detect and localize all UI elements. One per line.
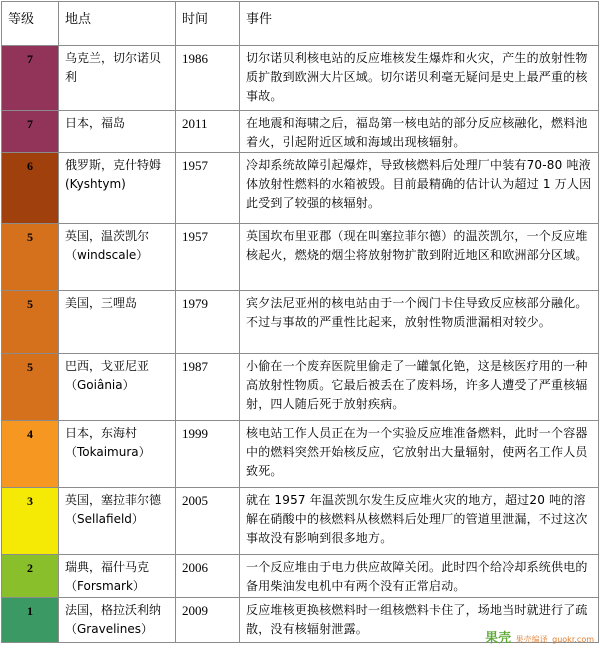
level-cell: 4 <box>2 421 59 488</box>
level-cell: 5 <box>2 291 59 354</box>
watermark-main: 果壳 <box>485 631 512 646</box>
guokr-watermark <box>485 627 594 646</box>
event-cell: 反应堆核更换核燃料时一组核燃料卡住了，场地当时就进行了疏散，没有核辐射泄露。 <box>240 598 599 643</box>
level-cell: 5 <box>2 354 59 421</box>
header-time: 时间 <box>176 2 240 46</box>
event-cell: 就在 1957 年温茨凯尔发生反应堆火灾的地方，超过20 吨的溶解在硝酸中的核燃料从核燃料后处理厂的管道里泄漏，不过这次事故没有影响到很多地方。 <box>240 488 599 555</box>
level-cell: 7 <box>2 46 59 111</box>
table-row <box>2 421 599 488</box>
event-cell: 核电站工作人员正在为一个实验反应堆准备燃料，此时一个容器中的燃料突然开始核反应，它放射出大量辐射，使两名工作人员致死。 <box>240 421 599 488</box>
level-cell: 2 <box>2 555 59 598</box>
place-cell: 英国，温茨凯尔（windscale） <box>59 224 176 291</box>
event-cell: 在地震和海啸之后，福岛第一核电站的部分反应核融化，燃料池着火，引起附近区域和海域出现核辐射。 <box>240 111 599 153</box>
nuclear-accidents-table <box>1 1 599 643</box>
event-cell: 切尔诺贝利核电站的反应堆核发生爆炸和火灾，产生的放射性物质扩散到欧洲大片区域。切尔诺贝利毫无疑问是史上最严重的核事故。 <box>240 46 599 111</box>
year-cell: 2005 <box>176 488 240 555</box>
place-cell: 瑞典，福什马克（Forsmark） <box>59 555 176 598</box>
place-cell: 英国，塞拉菲尔德（Sellafield） <box>59 488 176 555</box>
table-row <box>2 224 599 291</box>
level-cell: 6 <box>2 153 59 224</box>
event-cell: 宾夕法尼亚州的核电站由于一个阀门卡住导致反应核部分融化。不过与事故的严重性比起来，放射性物质泄漏相对较少。 <box>240 291 599 354</box>
header-row <box>2 2 599 46</box>
year-cell: 2009 <box>176 598 240 643</box>
table-row <box>2 555 599 598</box>
table-row <box>2 354 599 421</box>
year-cell: 1979 <box>176 291 240 354</box>
place-cell: 法国，格拉沃利纳（Gravelines） <box>59 598 176 643</box>
year-cell: 2011 <box>176 111 240 153</box>
header-place: 地点 <box>59 2 176 46</box>
place-cell: 日本，东海村（Tokaimura） <box>59 421 176 488</box>
year-cell: 2006 <box>176 555 240 598</box>
year-cell: 1957 <box>176 153 240 224</box>
header-level: 等级 <box>2 2 59 46</box>
event-cell: 一个反应堆由于电力供应故障关闭。此时四个给冷却系统供电的备用柴油发电机中有两个没有正常启动。 <box>240 555 599 598</box>
place-cell: 日本，福岛 <box>59 111 176 153</box>
level-cell: 3 <box>2 488 59 555</box>
year-cell: 1987 <box>176 354 240 421</box>
level-cell: 1 <box>2 598 59 643</box>
event-cell: 英国坎布里亚郡（现在叫塞拉菲尔德）的温茨凯尔，一个反应堆核起火，燃烧的烟尘将放射物扩散到附近地区和欧洲部分区域。 <box>240 224 599 291</box>
table-row <box>2 111 599 153</box>
year-cell: 1957 <box>176 224 240 291</box>
place-cell: 俄罗斯，克什特姆(Kyshtym) <box>59 153 176 224</box>
event-cell: 小偷在一个废弃医院里偷走了一罐氯化铯，这是核医疗用的一种高放射性物质。它最后被丢在了废料场，许多人遭受了严重核辐射，四人随后死于放射疾病。 <box>240 354 599 421</box>
watermark-url: guokr.com <box>552 635 594 644</box>
table-row <box>2 488 599 555</box>
event-cell: 冷却系统故障引起爆炸，导致核燃料后处理厂中装有70-80 吨液体放射性燃料的水箱被毁。目前最精确的估计认为超过 1 万人因此受到了较强的核辐射。 <box>240 153 599 224</box>
table-row <box>2 291 599 354</box>
place-cell: 美国，三哩岛 <box>59 291 176 354</box>
table-row <box>2 46 599 111</box>
year-cell: 1999 <box>176 421 240 488</box>
table-row <box>2 153 599 224</box>
place-cell: 乌克兰，切尔诺贝利 <box>59 46 176 111</box>
level-cell: 5 <box>2 224 59 291</box>
header-event: 事件 <box>240 2 599 46</box>
year-cell: 1986 <box>176 46 240 111</box>
level-cell: 7 <box>2 111 59 153</box>
place-cell: 巴西，戈亚尼亚（Goiânia） <box>59 354 176 421</box>
watermark-sub: 果壳编译 <box>515 635 548 644</box>
